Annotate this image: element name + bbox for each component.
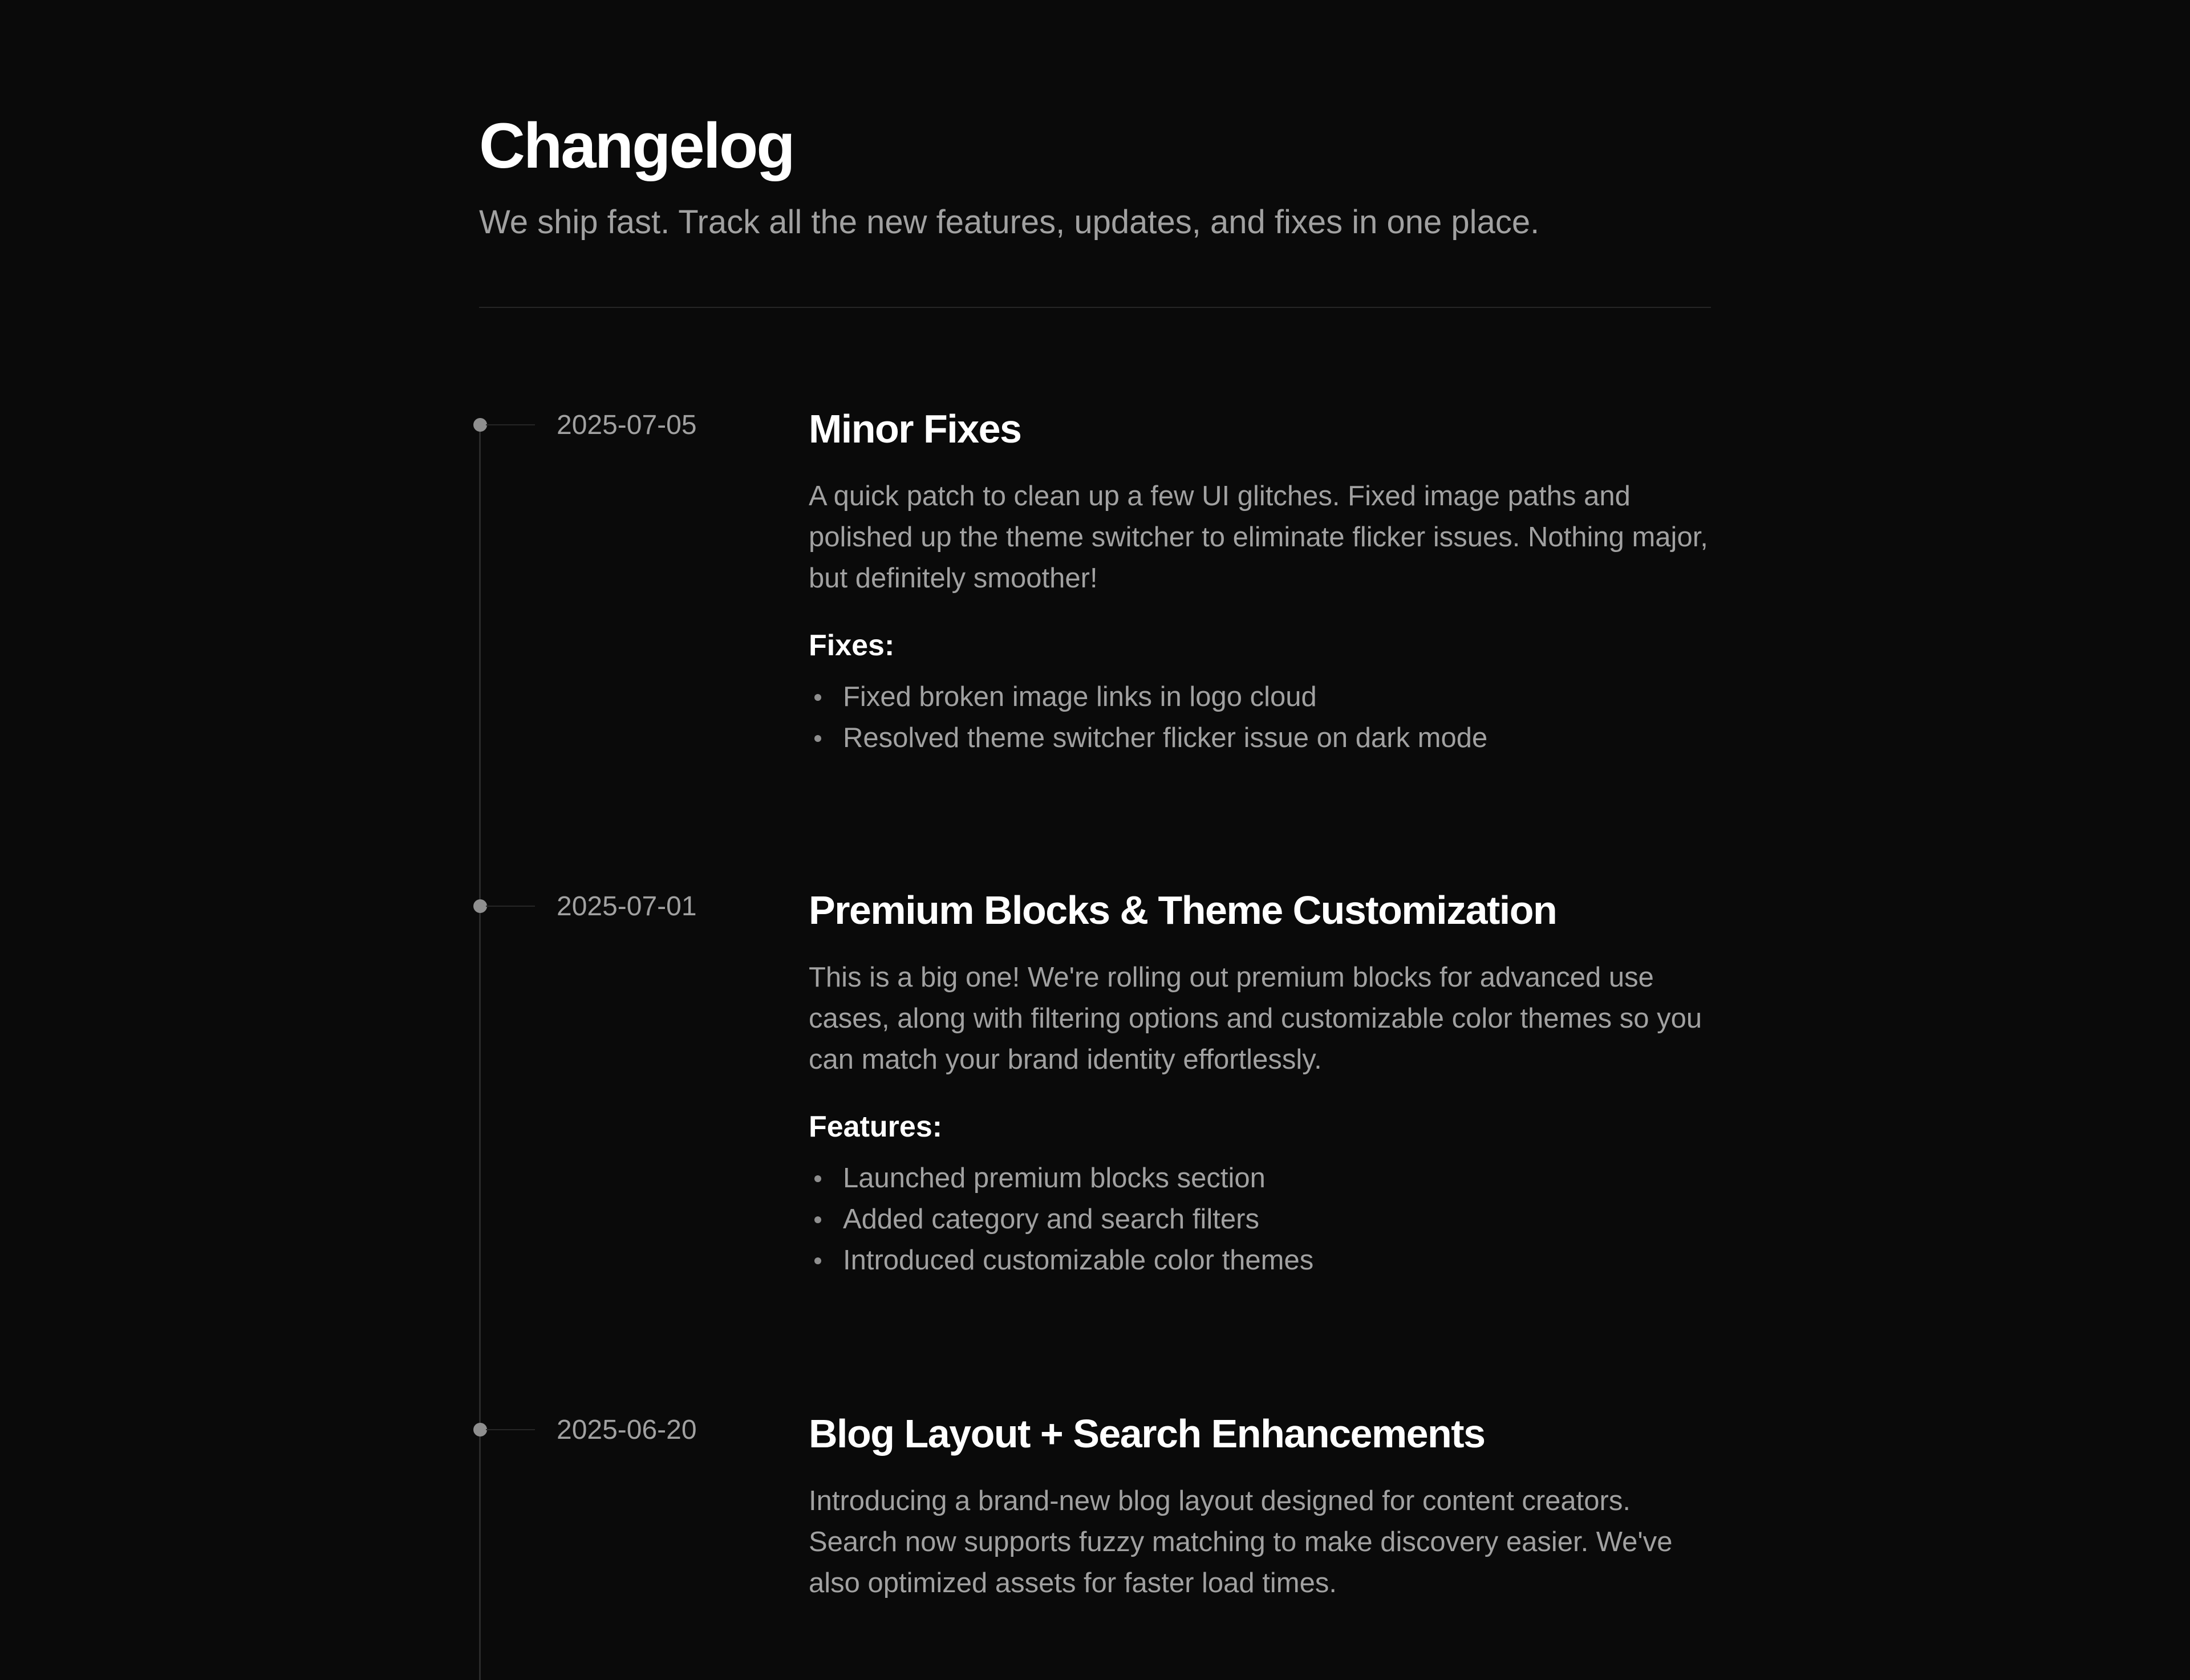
entry-body [809, 1410, 1711, 1604]
timeline-connector [486, 1429, 535, 1430]
entry-title: Minor Fixes [809, 407, 1021, 451]
entry-date: 2025-07-05 [557, 410, 697, 440]
list-item: Introduced customizable color themes [843, 1240, 1711, 1281]
entry-section-label: Fixes: [809, 629, 895, 662]
entry-list [809, 676, 1711, 758]
timeline-dot [473, 899, 487, 913]
entry-body [809, 405, 1711, 758]
timeline-line [479, 425, 481, 1680]
timeline-dot [473, 1423, 487, 1436]
list-item: Fixed broken image links in logo cloud [843, 676, 1711, 717]
entry-description: Introducing a brand-new blog layout designed for content creators. Search now supports fuzzy matching to make discovery easier. We've also optimized assets for faster load times. [809, 1486, 1673, 1598]
entry-date: 2025-07-01 [557, 891, 697, 922]
entry-list [809, 1158, 1711, 1281]
timeline-connector [486, 424, 535, 425]
page-title: Changelog [479, 110, 794, 181]
entry-title: Premium Blocks & Theme Customization [809, 888, 1557, 932]
list-item: Added category and search filters [843, 1199, 1711, 1240]
changelog-timeline [479, 308, 1711, 1642]
entry-date: 2025-06-20 [557, 1415, 697, 1445]
entry-title: Blog Layout + Search Enhancements [809, 1411, 1485, 1456]
timeline-dot [473, 418, 487, 432]
entry-description: A quick patch to clean up a few UI glitches. Fixed image paths and polished up the theme switcher to eliminate flicker issues. Nothing major, but definitely smoother! [809, 481, 1708, 594]
page-subtitle: We ship fast. Track all the new features, updates, and fixes in one place. [479, 204, 1540, 241]
entry-section-label: Features: [809, 1110, 943, 1143]
entry-body [809, 886, 1711, 1281]
list-item: Resolved theme switcher flicker issue on dark mode [843, 717, 1711, 758]
list-item: Launched premium blocks section [843, 1158, 1711, 1199]
timeline-connector [486, 906, 535, 907]
entry-description: This is a big one! We're rolling out premium blocks for advanced use cases, along with filtering options and customizable color themes so you can match your brand identity effortlessly. [809, 962, 1702, 1075]
